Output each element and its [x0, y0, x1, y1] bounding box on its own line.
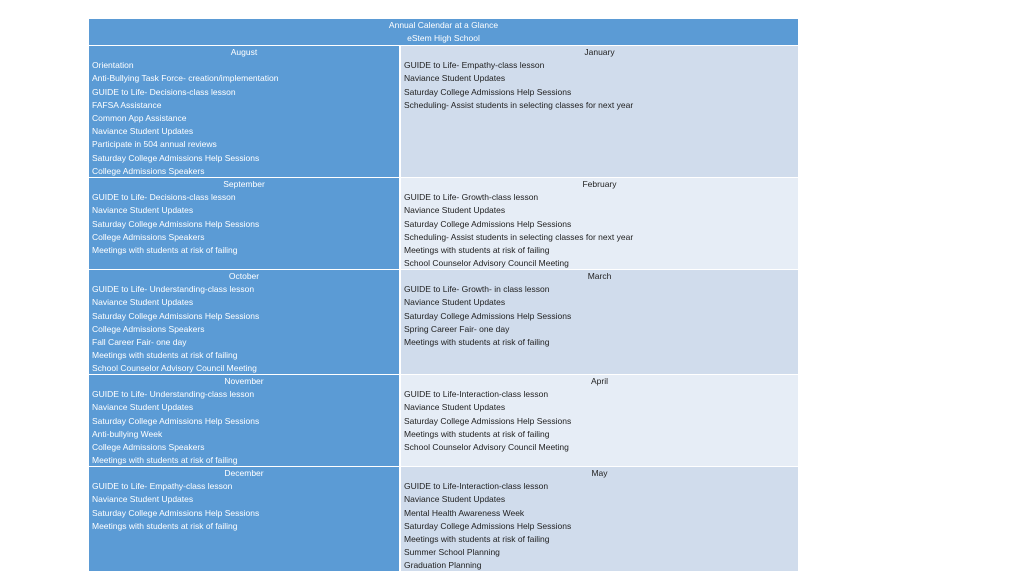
activity-item: GUIDE to Life- Understanding-class lesson — [92, 389, 255, 400]
activity-item: Saturday College Admissions Help Sessions — [404, 415, 572, 426]
activity-item: Spring Career Fair- one day — [404, 323, 510, 334]
activity-item: Orientation — [92, 60, 134, 71]
month-cell-february — [401, 177, 798, 269]
activity-item: Anti-bullying Week — [92, 428, 163, 439]
activity-item: School Counselor Advisory Council Meeting — [404, 441, 569, 452]
activity-item: Naviance Student Updates — [92, 494, 194, 505]
month-cell-january — [401, 45, 798, 177]
activity-item: Scheduling- Assist students in selecting classes for next year — [404, 231, 634, 242]
calendar-row-5 — [89, 466, 798, 571]
activity-item: GUIDE to Life- Decisions-class lesson — [92, 192, 236, 203]
month-cell-may — [401, 466, 798, 571]
activity-item: Naviance Student Updates — [404, 73, 506, 84]
activity-item: College Admissions Speakers — [92, 165, 205, 176]
activity-item: School Counselor Advisory Council Meeting — [92, 363, 257, 374]
month-heading: May — [591, 468, 608, 478]
calendar-row-2 — [89, 177, 798, 269]
activity-item: GUIDE to Life- Empathy-class lesson — [92, 481, 233, 492]
activity-item: Naviance Student Updates — [404, 494, 506, 505]
activity-item: Naviance Student Updates — [404, 402, 506, 413]
activity-item: Saturday College Admissions Help Sessions — [92, 152, 260, 163]
activity-item: Saturday College Admissions Help Sessions — [404, 86, 572, 97]
month-heading: October — [228, 271, 260, 281]
activity-item: Saturday College Admissions Help Sessions — [92, 218, 260, 229]
activity-item: Meetings with students at risk of failing — [404, 336, 550, 347]
activity-item: Graduation Planning — [404, 560, 482, 571]
activity-item: Meetings with students at risk of failing — [92, 520, 238, 531]
activity-item: Meetings with students at risk of failing — [404, 533, 550, 544]
table-header — [89, 19, 798, 45]
activity-item: Naviance Student Updates — [92, 297, 194, 308]
activity-item: GUIDE to Life- Growth-class lesson — [404, 192, 539, 203]
month-cell-march — [401, 269, 798, 374]
activity-item: Meetings with students at risk of failing — [92, 244, 238, 255]
month-cell-october — [89, 269, 399, 374]
activity-item: GUIDE to Life-Interaction-class lesson — [404, 389, 549, 400]
activity-item: GUIDE to Life- Growth- in class lesson — [404, 284, 550, 295]
activity-item: GUIDE to Life- Empathy-class lesson — [404, 60, 545, 71]
activity-item: Anti-Bullying Task Force- creation/implementation — [92, 73, 279, 84]
annual-calendar-table — [89, 19, 798, 571]
activity-item: Naviance Student Updates — [92, 205, 194, 216]
activity-item: Saturday College Admissions Help Sessions — [92, 507, 260, 518]
activity-item: College Admissions Speakers — [92, 231, 205, 242]
school-name: eStem High School — [407, 33, 480, 43]
activity-item: Saturday College Admissions Help Sessions — [92, 415, 260, 426]
month-heading: November — [224, 376, 264, 386]
activity-item: Naviance Student Updates — [92, 126, 194, 137]
activity-item: Participate in 504 annual reviews — [92, 139, 217, 150]
activity-item: Naviance Student Updates — [404, 297, 506, 308]
activity-item: Saturday College Admissions Help Sessions — [404, 520, 572, 531]
activity-item: Scheduling- Assist students in selecting classes for next year — [404, 99, 634, 110]
activity-item: Meetings with students at risk of failing — [92, 455, 238, 466]
table-title: Annual Calendar at a Glance — [388, 20, 499, 30]
activity-item: FAFSA Assistance — [92, 99, 162, 110]
month-cell-december — [89, 466, 399, 571]
activity-item: Meetings with students at risk of failing — [404, 244, 550, 255]
calendar-row-4 — [89, 374, 798, 466]
month-heading: February — [582, 179, 617, 189]
activity-item: Fall Career Fair- one day — [92, 336, 187, 347]
activity-item: GUIDE to Life- Decisions-class lesson — [92, 86, 236, 97]
month-cell-august — [89, 45, 399, 177]
activity-item: Naviance Student Updates — [92, 402, 194, 413]
month-heading: March — [587, 271, 612, 281]
month-heading: April — [590, 376, 608, 386]
calendar-row-1 — [89, 45, 798, 177]
activity-item: College Admissions Speakers — [92, 323, 205, 334]
activity-item: GUIDE to Life-Interaction-class lesson — [404, 481, 549, 492]
calendar-row-3 — [89, 269, 798, 374]
month-cell-april — [401, 374, 798, 466]
activity-item: Common App Assistance — [92, 112, 187, 123]
activity-item: Mental Health Awareness Week — [404, 507, 525, 518]
activity-item: Meetings with students at risk of failing — [404, 428, 550, 439]
month-heading: January — [584, 47, 615, 57]
activity-item: GUIDE to Life- Understanding-class lesson — [92, 284, 255, 295]
month-cell-september — [89, 177, 399, 269]
activity-item: Saturday College Admissions Help Sessions — [92, 310, 260, 321]
activity-item: Saturday College Admissions Help Sessions — [404, 218, 572, 229]
month-heading: December — [224, 468, 264, 478]
month-heading: August — [230, 47, 258, 57]
month-cell-november — [89, 374, 399, 466]
activity-item: Meetings with students at risk of failing — [92, 350, 238, 361]
activity-item: Naviance Student Updates — [404, 205, 506, 216]
column-divider — [399, 45, 401, 571]
activity-item: School Counselor Advisory Council Meeting — [404, 258, 569, 269]
month-heading: September — [223, 179, 265, 189]
activity-item: Summer School Planning — [404, 547, 500, 558]
activity-item: Saturday College Admissions Help Sessions — [404, 310, 572, 321]
activity-item: College Admissions Speakers — [92, 441, 205, 452]
